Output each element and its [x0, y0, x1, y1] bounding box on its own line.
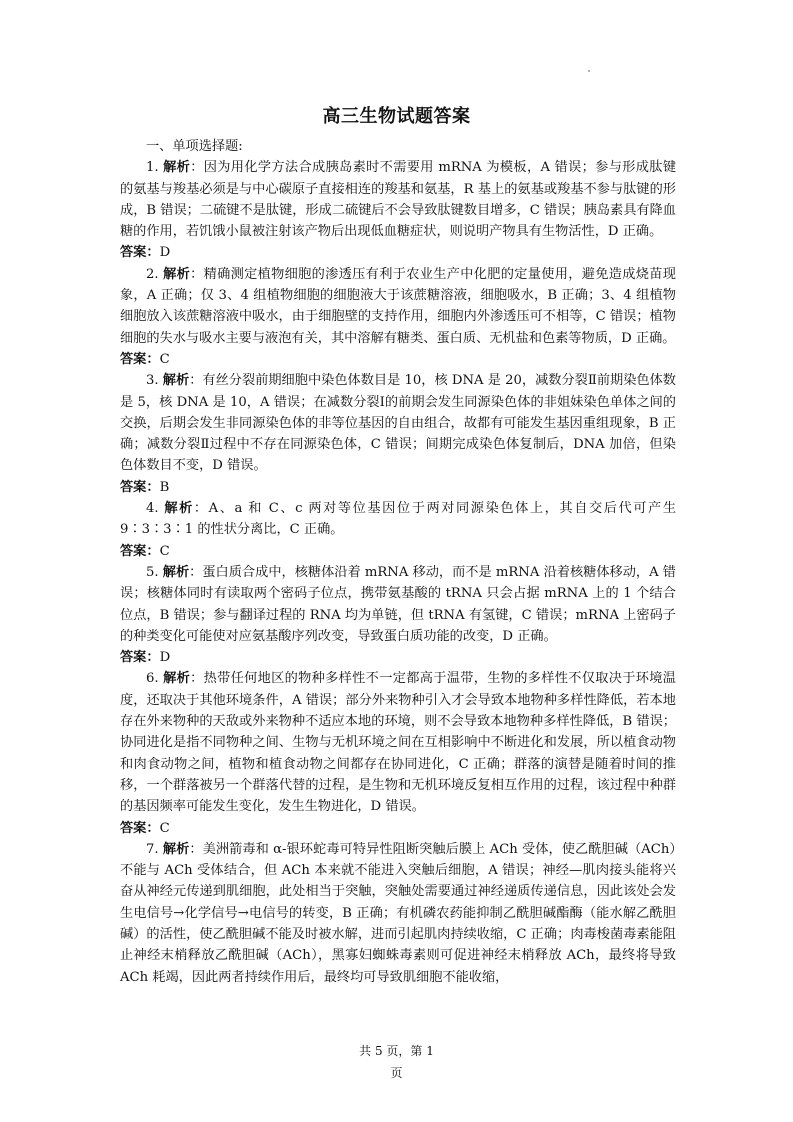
answer-value: C [159, 351, 170, 367]
page-title: 高三生物试题答案 [322, 106, 471, 127]
analysis-label: 解析 [162, 564, 190, 580]
page-number-line-1: 共 5 页，第 1 [359, 1044, 434, 1058]
question-number: 4. [146, 501, 165, 517]
answer-label: 答案： [120, 820, 160, 836]
question-analysis [120, 264, 676, 349]
answer-line [120, 349, 676, 370]
question-number: 7. [146, 841, 163, 857]
analysis-label: 解析 [164, 501, 194, 517]
answer-line [120, 242, 676, 263]
analysis-text: ：精确测定植物细胞的渗透压有利于农业生产中化肥的定量使用，避免造成烧苗现象，A 正确；仅 3、4 组植物细胞的细胞液大于该蔗糖溶液，细胞吸水，B 正确；3、4 组植物细胞放入该蔗糖溶液中吸水，由于细胞壁的支持作用，细胞内外渗透压可不相等，C 错误；植物细胞的失水与吸水主要与液泡有关，其中溶解有糖类、蛋白质、无机盐和色素等物质，D 正确。 [120, 266, 676, 346]
answer-value: C [159, 543, 170, 559]
question-number: 2. [146, 266, 164, 282]
answer-value: D [159, 650, 171, 666]
question-number: 1. [146, 160, 164, 176]
question-analysis [120, 668, 676, 817]
answer-line [120, 541, 676, 562]
answer-label: 答案： [120, 245, 160, 261]
question-number: 5. [146, 564, 163, 580]
analysis-text: ：因为用化学方法合成胰岛素时不需要用 mRNA 为模板，A 错误；参与形成肽键的氨基与羧基必须是与中心碳原子直接相连的羧基和氨基，R 基上的氨基或羧基不参与肽键的形成，B 错误；二硫键不是肽键，形成二硫键后不会导致肽键数目增多，C 错误；胰岛素具有降血糖的作用，若饥饿小鼠被注射该产物后出现低血糖症状，则说明产物具有生物活性，D 正确。 [120, 160, 677, 240]
question-analysis [120, 157, 676, 242]
analysis-text: ：蛋白质合成中，核糖体沿着 mRNA 移动，而不是 mRNA 沿着核糖体移动，A 错误；核糖体同时有读取两个密码子位点，携带氨基酸的 tRNA 只会占据 mRNA 上的 1 个结合位点，B 错误；参与翻译过程的 RNA 均为单链，但 tRNA 有氢键，C 错误；mRNA 上密码子的种类变化可能使对应氨基酸序列改变，导致蛋白质功能的改变，D 正确。 [120, 564, 676, 644]
question-number: 3. [146, 373, 163, 389]
analysis-text: ：A、a 和 C、c 两对等位基因位于两对同源染色体上，其自交后代可产生 9∶3∶3∶1 的性状分离比，C 正确。 [120, 501, 677, 538]
answer-label: 答案： [120, 543, 160, 559]
answer-label: 答案： [120, 650, 160, 666]
answer-content [120, 136, 676, 988]
question-list [120, 157, 676, 988]
question-number: 6. [146, 671, 164, 687]
question-analysis [120, 562, 676, 647]
answer-line [120, 647, 676, 668]
analysis-label: 解析 [163, 671, 191, 687]
question-analysis [120, 498, 676, 541]
answer-line [120, 477, 676, 498]
answer-line [120, 818, 676, 839]
page-footer [0, 1040, 793, 1084]
analysis-text: ：有丝分裂前期细胞中染色体数目是 10，核 DNA 是 20，减数分裂Ⅱ前期染色体数是 5，核 DNA 是 10，A 错误；在减数分裂Ⅰ的前期会发生同源染色体的非姐妹染色单体之间的交换，后期会发生非同源染色体的非等位基因的自由组合，故都有可能发生基因重组现象，B 正确；减数分裂Ⅱ过程中不存在同源染色体，C 错误；间期完成染色体复制后，DNA 加倍，但染色体数目不变，D 错误。 [120, 373, 676, 474]
analysis-label: 解析 [163, 266, 191, 282]
section-heading: 一、单项选择题: [146, 139, 243, 154]
analysis-text: ：美洲箭毒和 α-银环蛇毒可特异性阻断突触后膜上 ACh 受体，使乙酰胆碱（ACh）不能与 ACh 受体结合，但 ACh 本来就不能进入突触后细胞，A 错误；神经—肌肉接头能将兴奋从神经元传递到肌细胞，此处相当于突触，突触处需要通过神经递质传递信息，因此该处会发生电信号→化学信号→电信号的转变，B 正确；有机磷农药能抑制乙酰胆碱酯酶（能水解乙酰胆碱）的活性，使乙酰胆碱不能及时被水解，进而引起肌肉持续收缩，C 正确；肉毒梭菌毒素能阻止神经末梢释放乙酰胆碱（ACh），黑寡妇蜘蛛毒素则可促进神经末梢释放 ACh，最终将导致 ACh 耗竭，因此两者持续作用后，最终均可导致肌细胞不能收缩， [120, 841, 676, 985]
answer-value: B [159, 479, 170, 495]
analysis-text: ：热带任何地区的物种多样性不一定都高于温带，生物的多样性不仅取决于环境温度，还取决于其他环境条件，A 错误；部分外来物种引入才会导致本地物种多样性降低，若本地存在外来物种的天敌或外来物种不适应本地的环境，则不会导致本地物种多样性降低，B 错误；协同进化是指不同物种之间、生物与无机环境之间在互相影响中不断进化和发展，所以植食动物和肉食动物之间，植物和植食动物之间都存在协同进化，C 正确；群落的演替是随着时间的推移，一个群落被另一个群落代替的过程，是生物和无机环境反复相互作用的过程，该过程中种群的基因频率可能发生变化，发生生物进化，D 错误。 [120, 671, 676, 815]
analysis-label: 解析 [162, 841, 190, 857]
question-analysis [120, 839, 676, 988]
page-number-line-2: 页 [390, 1066, 403, 1080]
analysis-label: 解析 [162, 373, 190, 389]
scan-speck [588, 70, 590, 72]
analysis-label: 解析 [163, 160, 191, 176]
answer-value: D [159, 245, 171, 261]
question-analysis [120, 370, 676, 476]
answer-value: C [159, 820, 170, 836]
answer-label: 答案： [120, 351, 160, 367]
answer-label: 答案： [120, 479, 160, 495]
